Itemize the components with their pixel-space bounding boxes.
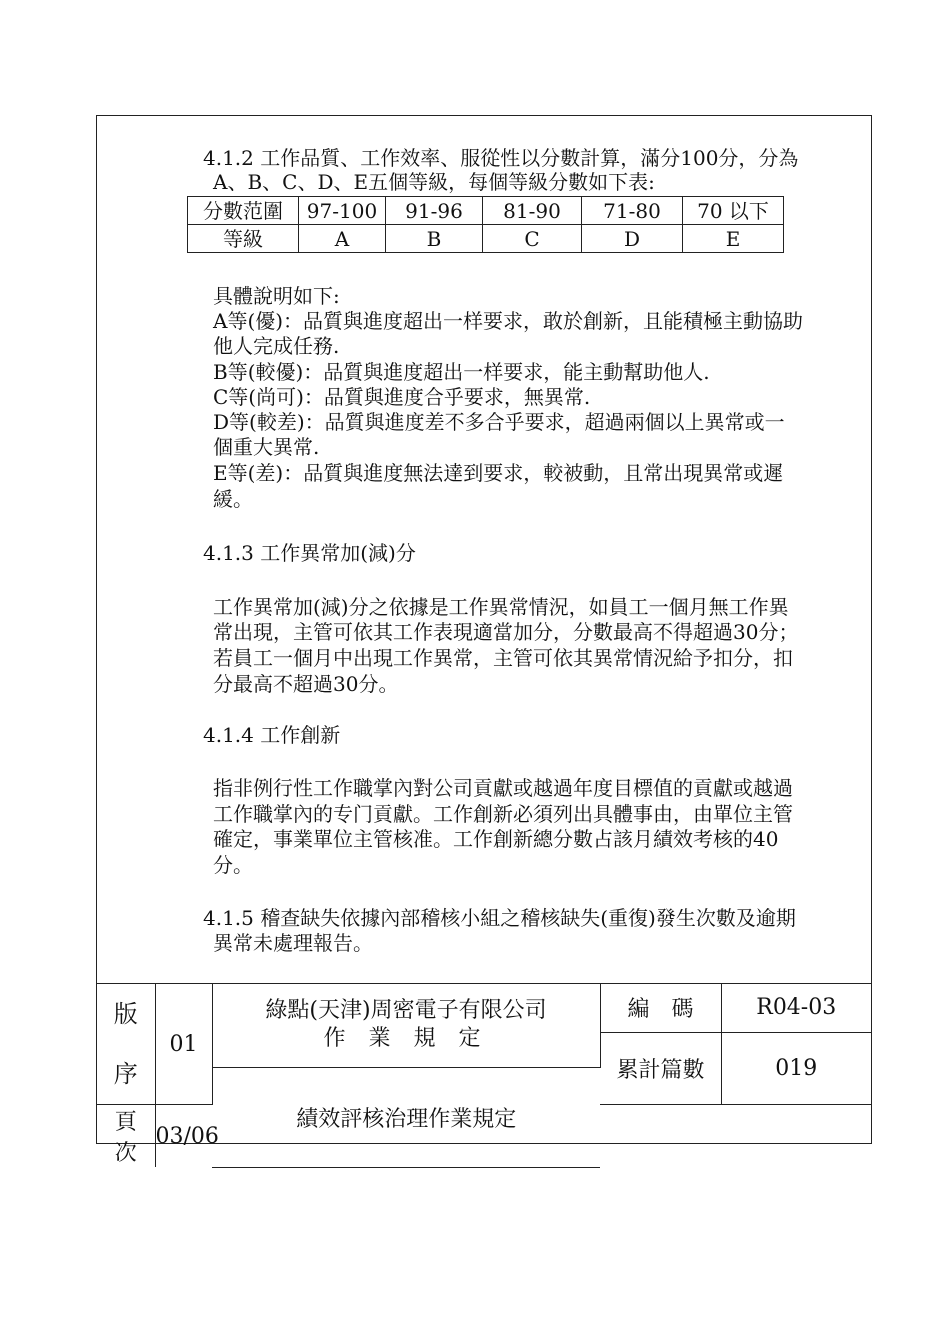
grade-table-header-label: 分數范圍 (188, 197, 299, 225)
section-412-line2: A、B、C、D、E五個等級，每個等級分數如下表: (213, 170, 655, 194)
grade-range-b: 91-96 (386, 197, 483, 225)
version-label-cell (97, 984, 155, 1105)
details-line: 他人完成任務. (213, 334, 340, 358)
details-line: 個重大異常. (213, 435, 320, 459)
grade-range-e: 70 以下 (683, 197, 784, 225)
grade-table (187, 196, 784, 253)
grade-e: E (683, 225, 784, 253)
document-frame (96, 115, 872, 1166)
section-413-title: 4.1.3 工作異常加(減)分 (203, 541, 416, 565)
section-415-line2: 異常未處理報告。 (213, 931, 373, 955)
code-value: R04-03 (721, 984, 871, 1032)
details-line: B等(較優)：品質與進度超出一样要求，能主動幫助他人. (213, 360, 710, 384)
grade-c: C (483, 225, 582, 253)
details-line: A等(優)：品質與進度超出一样要求，敢於創新，且能積極主動協助 (213, 309, 804, 333)
section-413-line: 若員工一個月中出現工作異常，主管可依其異常情況給予扣分，扣 (213, 646, 793, 670)
grade-range-a: 97-100 (299, 197, 386, 225)
count-label: 累計篇數 (600, 1032, 721, 1105)
details-line: C等(尚可)：品質與進度合乎要求，無異常. (213, 385, 591, 409)
footer-table (97, 984, 871, 1168)
document-title: 績效評核治理作業規定 (212, 1067, 600, 1167)
section-415-line1: 4.1.5 稽查缺失依據內部稽核小組之稽核缺失(重復)發生次數及逾期 (203, 906, 796, 930)
version-number: 01 (155, 984, 212, 1105)
grade-table-row (188, 197, 784, 225)
grade-table-row (188, 225, 784, 253)
section-412-line1: 4.1.2 工作品質、工作效率、服從性以分數計算，滿分100分，分為 (203, 146, 799, 170)
details-line: E等(差)：品質與進度無法達到要求，較被動，且常出現異常或遲 (213, 461, 784, 485)
section-414-title: 4.1.4 工作創新 (203, 723, 341, 747)
company-cell (212, 984, 600, 1067)
section-413-line: 工作異常加(減)分之依據是工作異常情況，如員工一個月無工作異 (213, 595, 789, 619)
details-line: D等(較差)：品質與進度差不多合乎要求，超過兩個以上異常或一 (213, 410, 785, 434)
version-label-char: 版 (113, 1000, 138, 1028)
details-intro: 具體說明如下: (213, 284, 340, 308)
page-label: 頁 次 (97, 1105, 155, 1168)
grade-b: B (386, 225, 483, 253)
version-label-char: 序 (113, 1060, 138, 1088)
grade-table-row-label: 等級 (188, 225, 299, 253)
section-414-line: 確定，事業單位主管核准。工作創新總分數占該月績效考核的40 (213, 827, 779, 851)
section-413-line: 分最高不超過30分。 (213, 672, 399, 696)
section-413-line: 常出現，主管可依其工作表現適當加分，分數最高不得超過30分； (213, 620, 799, 644)
grade-d: D (582, 225, 683, 253)
document-footer (97, 983, 871, 1166)
company-name: 綠點(天津)周密電子有限公司 (265, 998, 547, 1024)
count-value: 019 (721, 1032, 871, 1105)
page-value: 03/06 (155, 1105, 212, 1168)
document-body (97, 116, 871, 984)
grade-range-c: 81-90 (483, 197, 582, 225)
section-414-line: 工作職掌內的专门貢獻。工作創新必須列出具體事由，由單位主管 (213, 802, 793, 826)
grade-a: A (299, 225, 386, 253)
code-label: 編 碼 (600, 984, 721, 1032)
grade-range-d: 71-80 (582, 197, 683, 225)
section-414-line: 分。 (213, 853, 253, 877)
document-type: 作 業 規 定 (323, 1026, 489, 1052)
section-414-line: 指非例行性工作職掌內對公司貢獻或越過年度目標值的貢獻或越過 (213, 776, 793, 800)
details-line: 緩。 (213, 487, 253, 511)
